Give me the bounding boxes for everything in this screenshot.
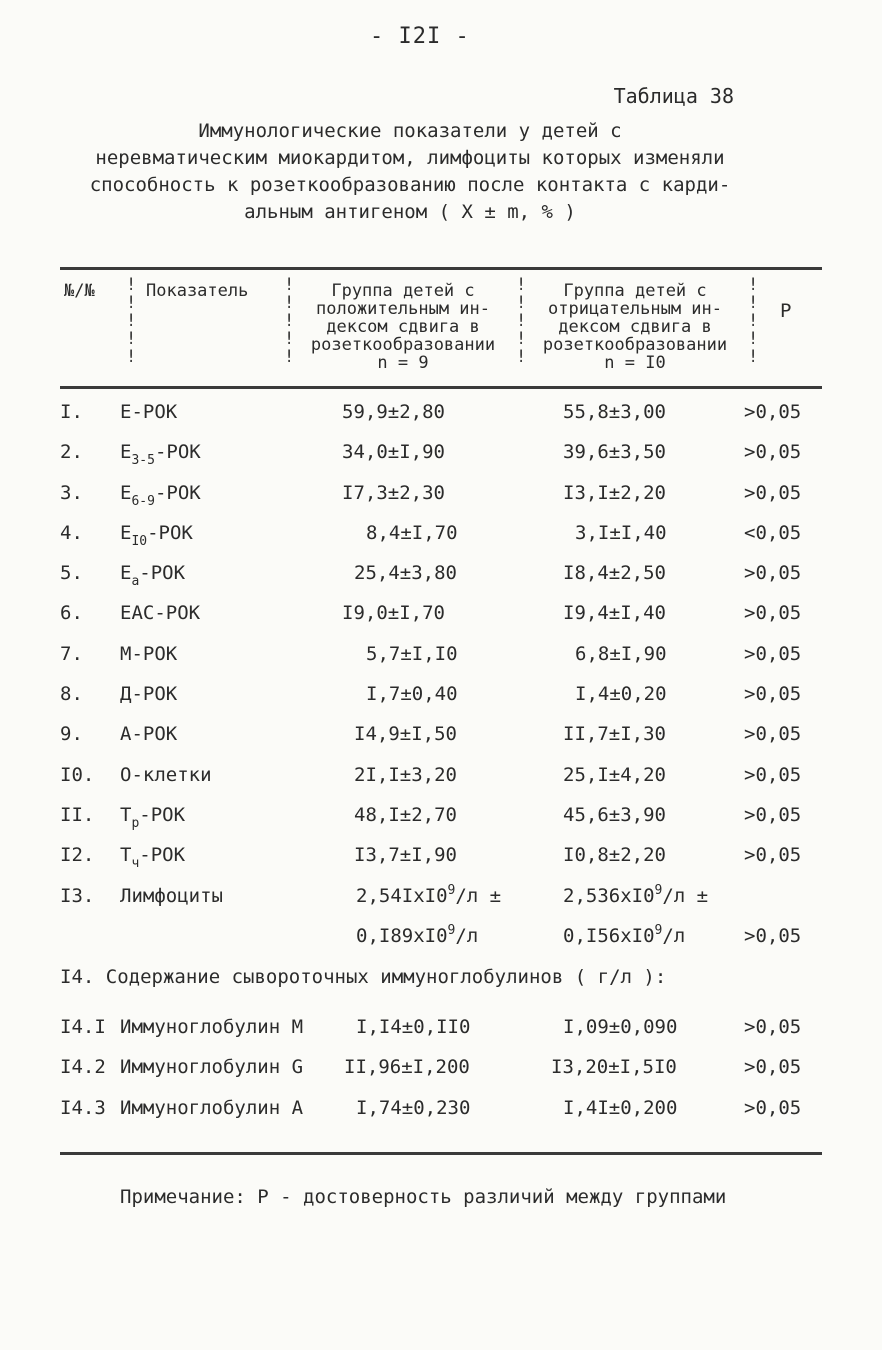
row-number: 9.: [60, 723, 83, 746]
row-p-value: >0,05: [744, 602, 802, 625]
value-unit: /л ±: [455, 884, 502, 907]
value-unit: /л: [455, 924, 479, 947]
row-p-value: >0,05: [744, 481, 802, 504]
row-group2-value: 39,6±3,50: [563, 441, 666, 464]
table-note: Примечание: Р - достоверность различий между группами: [120, 1186, 727, 1208]
value-exponent: 9: [447, 882, 456, 898]
row-number: I0.: [60, 763, 95, 786]
section-immunoglobulins-heading: I4. Содержание сывороточных иммуноглобулинов ( г/л ):: [60, 966, 667, 988]
row-indicator: М-РОК: [120, 642, 178, 665]
header-group2-line: розеткообразовании: [542, 335, 728, 355]
table-row: [0, 1010, 882, 1050]
immunoglobulin-rows: [0, 1010, 882, 1131]
table-row: [0, 677, 882, 717]
header-p: Р: [780, 300, 792, 322]
caption-line: Иммунологические показатели у детей с: [198, 120, 622, 142]
row-indicator-subscript: а: [131, 574, 140, 590]
row-indicator-base: Т: [120, 803, 132, 826]
table-row: [0, 596, 882, 636]
row-group2-value: I3,20±I,5I0: [551, 1056, 677, 1079]
row-number: 7.: [60, 642, 83, 665]
row-group1-value: I4,9±I,50: [354, 723, 457, 746]
value-mantissa: 2,536xI0: [563, 884, 655, 907]
row-indicator-subscript: р: [131, 815, 140, 831]
row-group2-value: I,4±0,20: [575, 683, 667, 706]
header-divider: ! ! ! ! !: [748, 275, 759, 367]
row-group1-value: 25,4±3,80: [354, 562, 457, 585]
row-indicator-rest: -РОК: [139, 844, 186, 867]
header-group1-line: Группа детей с: [331, 281, 475, 301]
row-group1-value: I3,7±I,90: [354, 844, 457, 867]
header-divider: ! ! ! ! !: [284, 275, 295, 367]
table-row: [0, 1050, 882, 1090]
row-group2-value: 6,8±I,90: [575, 642, 667, 665]
row-indicator: [120, 481, 201, 509]
row-group1-value: 8,4±I,70: [366, 521, 458, 544]
table-bottom-rule: [60, 1152, 822, 1155]
row-group2-value: II,7±I,30: [563, 723, 666, 746]
table-row: [0, 1091, 882, 1131]
row-p-value: >0,05: [744, 1056, 802, 1079]
header-group1-line: положительным ин-: [316, 299, 490, 319]
header-group1-line: дексом сдвига в: [326, 317, 480, 337]
table-row: [0, 637, 882, 677]
row-group2-value: I,4I±0,200: [563, 1096, 678, 1119]
table-row: [0, 395, 882, 435]
caption-line: неревматическим миокардитом, лимфоциты которых изменяли: [95, 147, 725, 169]
row-group1-value: 48,I±2,70: [354, 803, 457, 826]
table-label: Таблица 38: [613, 84, 734, 108]
row-indicator: Иммуноглобулин G: [120, 1056, 304, 1079]
row-group1-value: 59,9±2,80: [342, 401, 445, 423]
row-number: I.: [60, 401, 83, 423]
row-group2-value: I8,4±2,50: [563, 562, 666, 585]
row-indicator-subscript: ч: [131, 856, 140, 872]
row-number: I4.3: [60, 1096, 106, 1119]
value-mantissa: 0,I89xI0: [356, 924, 448, 947]
row-indicator-base: Т: [120, 844, 132, 867]
row-group2-value: I0,8±2,20: [563, 844, 666, 867]
header-group1: [290, 282, 516, 372]
row-group1-value-line2: [356, 922, 479, 947]
row-indicator-rest: -РОК: [147, 521, 193, 544]
caption-line: способность к розеткообразованию после контакта с карди-: [89, 174, 731, 196]
row-indicator-base: Е: [120, 562, 132, 585]
value-exponent: 9: [447, 922, 456, 938]
header-group2-line: отрицательным ин-: [548, 299, 722, 319]
row-group1-value: 2I,I±3,20: [354, 763, 457, 786]
row-indicator: Иммуноглобулин М: [120, 1016, 304, 1038]
row-group2-value-line2: [563, 922, 686, 947]
value-mantissa: 0,I56xI0: [563, 924, 655, 947]
row-number: I2.: [60, 844, 95, 867]
row-group2-value: I3,I±2,20: [563, 481, 666, 504]
header-divider: ! ! ! ! !: [126, 275, 137, 367]
row-indicator: [120, 562, 186, 590]
row-indicator: Е-РОК: [120, 401, 178, 423]
row-indicator-base: Е: [120, 521, 132, 544]
row-indicator-subscript: 6-9: [131, 493, 155, 509]
header-group1-n: n = 9: [377, 353, 429, 373]
row-group1-value: 5,7±I,I0: [366, 642, 458, 665]
page-number: - I2I -: [370, 24, 470, 49]
row-indicator: Д-РОК: [120, 683, 178, 706]
header-indicator: Показатель: [146, 281, 249, 301]
row-indicator: ЕАС-РОК: [120, 602, 201, 625]
row-indicator-rest: -РОК: [139, 562, 186, 585]
row-number: I4.2: [60, 1056, 106, 1079]
row-indicator-base: Е: [120, 481, 132, 504]
row-group2-value: 45,6±3,90: [563, 803, 666, 826]
row-indicator-subscript: I0: [131, 533, 148, 549]
row-p-value: >0,05: [744, 763, 802, 786]
table-row: [0, 838, 882, 878]
value-exponent: 9: [654, 882, 663, 898]
header-divider: ! ! ! ! !: [516, 275, 527, 367]
row-number: 5.: [60, 562, 83, 585]
row-group2-value: I,09±0,090: [563, 1016, 678, 1038]
header-group2: [522, 282, 748, 372]
row-indicator: А-РОК: [120, 723, 178, 746]
row-p-value: >0,05: [744, 1096, 802, 1119]
table-row: [0, 798, 882, 838]
value-exponent: 9: [654, 922, 663, 938]
table-row: [0, 717, 882, 757]
value-unit: /л: [662, 924, 686, 947]
row-indicator: О-клетки: [120, 763, 212, 786]
row-indicator-base: Е: [120, 441, 132, 464]
table-caption: [40, 118, 780, 226]
header-num: №/№: [64, 281, 95, 301]
value-unit: /л ±: [662, 884, 709, 907]
row-group2-value: 3,I±I,40: [575, 521, 667, 544]
row-p-value: >0,05: [744, 844, 802, 867]
table-row: [0, 435, 882, 475]
row-number: I3.: [60, 884, 95, 907]
row-number: 3.: [60, 481, 83, 504]
row-p-value: >0,05: [744, 1016, 802, 1038]
row-group2-value: I9,4±I,40: [563, 602, 666, 625]
row-p-value: <0,05: [744, 521, 802, 544]
header-group2-line: дексом сдвига в: [558, 317, 712, 337]
row-indicator-subscript: 3-5: [131, 453, 155, 469]
table-row: [0, 476, 882, 516]
row-group2-value-line1: [563, 882, 709, 907]
row-p-value: >0,05: [744, 562, 802, 585]
row-indicator-rest: -РОК: [139, 803, 186, 826]
row-number: 4.: [60, 521, 83, 544]
row-number: II.: [60, 803, 95, 826]
row-indicator: [120, 521, 193, 549]
row-group2-value: 55,8±3,00: [563, 401, 666, 423]
table-row: [0, 758, 882, 798]
row-indicator: Лимфоциты: [120, 884, 223, 907]
table-row-lymphocytes: [0, 879, 882, 959]
row-group1-value: I,7±0,40: [366, 683, 458, 706]
header-group2-n: n = I0: [604, 353, 666, 373]
row-indicator: [120, 441, 201, 469]
row-p-value: >0,05: [744, 642, 802, 665]
header-bottom-rule: [60, 386, 822, 389]
row-number: I4.I: [60, 1016, 106, 1038]
row-number: 6.: [60, 602, 83, 625]
row-number: 8.: [60, 683, 83, 706]
row-p-value: >0,05: [744, 723, 802, 746]
header-group1-line: розеткообразовании: [310, 335, 496, 355]
row-p-value: >0,05: [744, 803, 802, 826]
header-group2-line: Группа детей с: [563, 281, 707, 301]
row-indicator-rest: -РОК: [154, 481, 201, 504]
row-p-value: >0,05: [744, 683, 802, 706]
table-row: [0, 556, 882, 596]
row-indicator: [120, 803, 186, 831]
table-row: [0, 516, 882, 556]
row-p-value: >0,05: [744, 401, 802, 423]
row-p-value: >0,05: [744, 924, 802, 947]
table-body: [0, 395, 882, 959]
row-group1-value: II,96±I,200: [344, 1056, 470, 1079]
row-indicator: Иммуноглобулин А: [120, 1096, 304, 1119]
row-group1-value: I7,3±2,30: [342, 481, 445, 504]
row-group1-value: I9,0±I,70: [342, 602, 445, 625]
row-p-value: >0,05: [744, 441, 802, 464]
row-indicator: [120, 844, 186, 872]
row-group2-value: 25,I±4,20: [563, 763, 666, 786]
row-group1-value: I,I4±0,II0: [356, 1016, 471, 1038]
row-indicator-rest: -РОК: [154, 441, 201, 464]
caption-line: альным антигеном ( X ± m, % ): [244, 201, 576, 223]
row-group1-value: 34,0±I,90: [342, 441, 445, 464]
row-group1-value: I,74±0,230: [356, 1096, 471, 1119]
row-group1-value-line1: [356, 882, 502, 907]
value-mantissa: 2,54IxI0: [356, 884, 448, 907]
table-top-rule: [60, 267, 822, 270]
row-number: 2.: [60, 441, 83, 464]
